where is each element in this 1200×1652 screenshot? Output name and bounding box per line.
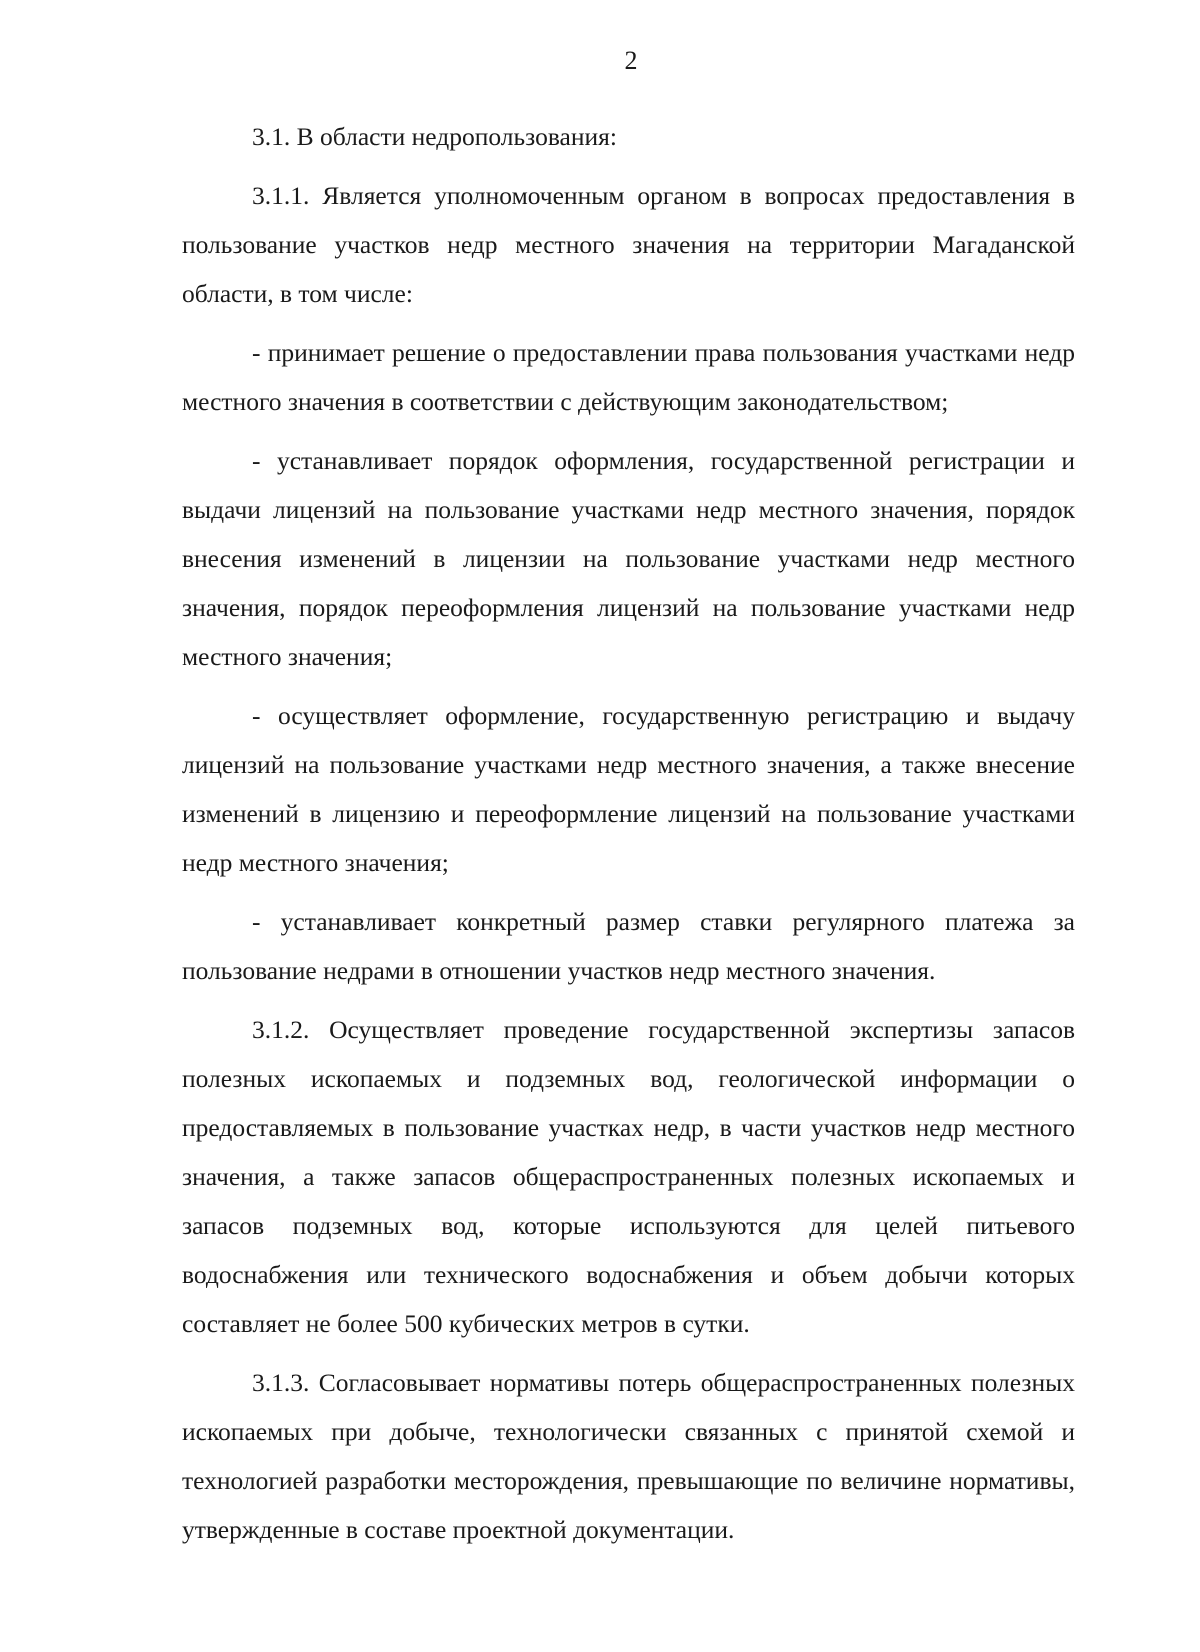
paragraph-3-1-2: 3.1.2. Осуществляет проведение государственной экспертизы запасов полезных ископаемых и подземных вод, геологической информации о предоставляемых в пользование участках недр, в части участков недр местного значения, а также запасов общераспространенных полезных ископаемых и запасов подземных вод, которые используются для целей питьевого водоснабжения или технического водоснабжения и объем добычи которых составляет не более 500 кубических метров в сутки.: [182, 1015, 1075, 1338]
list-item-license-issuance: - осуществляет оформление, государственную регистрацию и выдачу лицензий на пользование участками недр местного значения, а также внесение изменений в лицензию и переоформление лицензий на пользование участками недр местного значения;: [182, 701, 1075, 877]
page-number: 2: [624, 46, 638, 75]
paragraph-3-1-1: 3.1.1. Является уполномоченным органом в вопросах предоставления в пользование участков недр местного значения на территории Магаданской области, в том числе:: [182, 181, 1075, 308]
list-item-decision: - принимает решение о предоставлении права пользования участками недр местного значения в соответствии с действующим законодательством;: [182, 338, 1075, 416]
paragraph-3-1-3: 3.1.3. Согласовывает нормативы потерь общераспространенных полезных ископаемых при добыче, технологически связанных с принятой схемой и технологией разработки месторождения, превышающие по величине нормативы, утвержденные в составе проектной документации.: [182, 1368, 1075, 1544]
list-item-payment-rate: - устанавливает конкретный размер ставки регулярного платежа за пользование недрами в отношении участков недр местного значения.: [182, 907, 1075, 985]
document-body: [182, 112, 1075, 1564]
list-item-licensing-procedure: - устанавливает порядок оформления, государственной регистрации и выдачи лицензий на пользование участками недр местного значения, порядок внесения изменений в лицензии на пользование участками недр местного значения, порядок переоформления лицензий на пользование участками недр местного значения;: [182, 446, 1075, 671]
section-heading: 3.1. В области недропользования:: [252, 122, 617, 151]
